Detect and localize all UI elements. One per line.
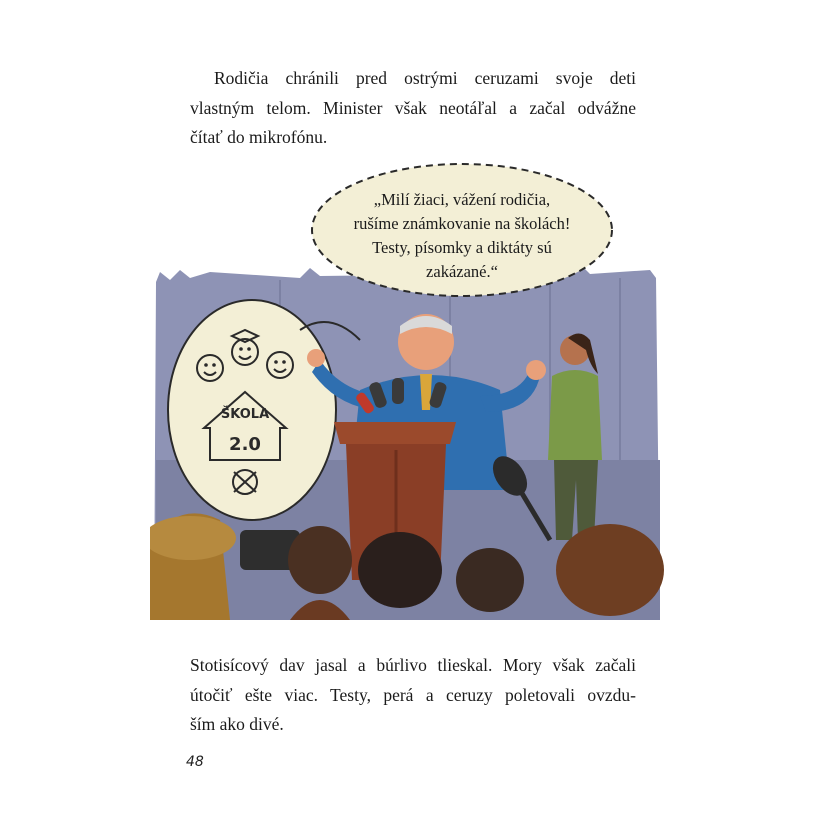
paragraph-line: Rodičia chránili pred ostrými ceruzami svoje deti <box>214 68 636 88</box>
paragraph-top <box>190 64 636 153</box>
paragraph-line: útočiť ešte viac. Testy, perá a ceruzy poletovali ovzdu- <box>190 684 636 705</box>
sign-label: ŠKOLA <box>220 407 270 422</box>
sign-version: 2.0 <box>229 434 261 455</box>
speech-line: Testy, písomky a diktáty sú <box>372 238 552 257</box>
paragraph-line: čítať do mikrofónu. <box>190 127 328 147</box>
speech-line: rušíme známkovanie na školách! <box>353 214 571 233</box>
paragraph-line: ším ako divé. <box>190 714 284 734</box>
paragraph-line: Stotisícový dav jasal a búrlivo tlieskal. Mory však začali <box>190 655 636 675</box>
speech-line: zakázané.“ <box>426 262 498 281</box>
page-number: 48 <box>186 754 204 770</box>
speech-line: „Milí žiaci, vážení rodičia, <box>373 190 551 209</box>
paragraph-line: vlastným telom. Minister však neotáľal a začal odvážne <box>190 97 636 118</box>
speech-bubble-text <box>312 188 612 284</box>
paragraph-bottom <box>190 651 636 740</box>
